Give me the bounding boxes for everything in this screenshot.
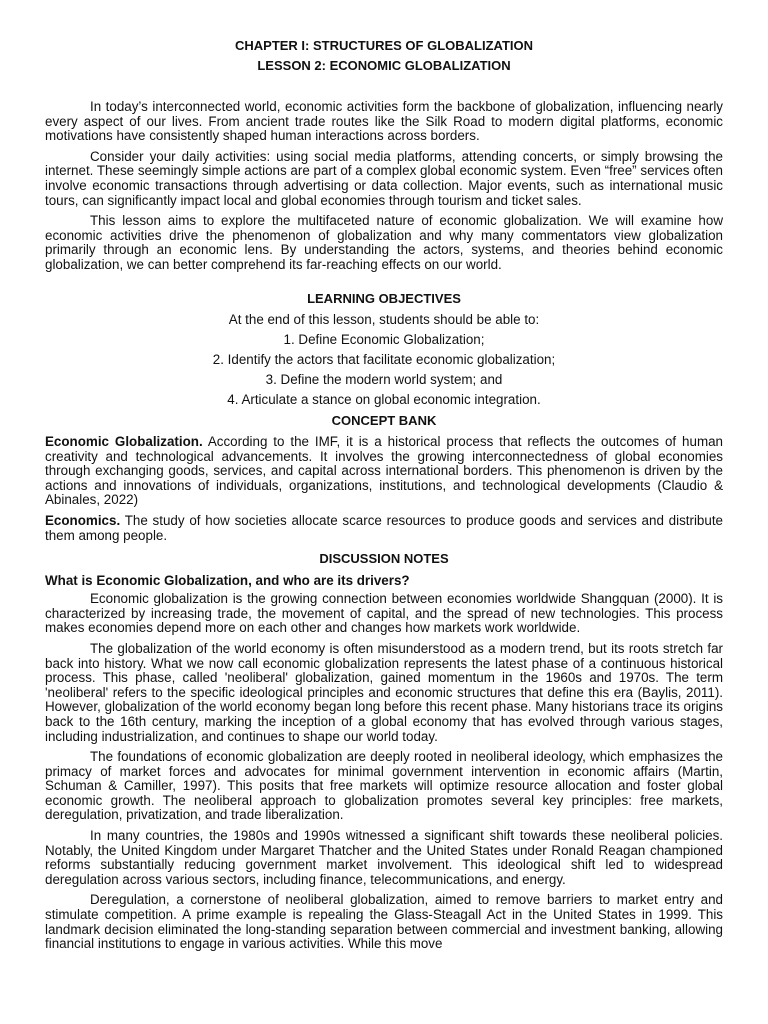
discussion-question: What is Economic Globalization, and who are its drivers? — [45, 573, 410, 589]
intro-paragraph: Consider your daily activities: using social media platforms, attending concerts, or simply browsing the internet. These seemingly simple actions are part of a complex global economic system. Even “free” services often involve economic transactions through advertising or data collection. Major events, such as international music tours, can significantly impact local and global economies through tourism and ticket sales. — [45, 148, 723, 208]
concept-term: Economics. — [45, 512, 121, 528]
objective-item: 3. Define the modern world system; and — [265, 371, 503, 387]
learning-objectives-heading: LEARNING OBJECTIVES — [307, 290, 461, 306]
lesson-title: LESSON 2: ECONOMIC GLOBALIZATION — [257, 58, 511, 73]
concept-bank-heading: CONCEPT BANK — [331, 413, 437, 428]
concept-definition: The study of how societies allocate scarce resources to produce goods and services and distribute them among people. — [45, 512, 723, 543]
objective-item: 2. Identify the actors that facilitate economic globalization; — [212, 351, 556, 367]
discussion-paragraph: Deregulation, a cornerstone of neoliberal globalization, aimed to remove barriers to market entry and stimulate competition. A prime example is repealing the Glass-Steagall Act in the United States in 1999. This landmark decision eliminated the long-standing separation between commercial and investment banking, allowing financial institutions to engage in various activities. While this move — [45, 892, 723, 952]
discussion-paragraph: Economic globalization is the growing connection between economies worldwide Shangquan (2000). It is characterized by increasing trade, the movement of capital, and the spread of new technologies. This process makes economies depend more on each other and changes how markets work worldwide. — [45, 591, 723, 636]
chapter-title: CHAPTER I: STRUCTURES OF GLOBALIZATION — [234, 38, 534, 53]
objective-item: 4. Articulate a stance on global economic integration. — [227, 391, 541, 407]
discussion-paragraph: In many countries, the 1980s and 1990s witnessed a significant shift towards these neoliberal policies. Notably, the United Kingdom under Margaret Thatcher and the United States under Ronald Reagan championed reforms substantially reducing government market involvement. This ideological shift led to widespread deregulation across various sectors, including finance, telecommunications, and energy. — [45, 828, 723, 887]
concept-entry — [45, 514, 723, 543]
concept-term: Economic Globalization. — [45, 434, 203, 449]
discussion-paragraph: The globalization of the world economy is often misunderstood as a modern trend, but its roots stretch far back into history. What we now call economic globalization represents the latest phase of a continuous historical process. This phase, called 'neoliberal' globalization, gained momentum in the 1960s and 1970s. The term 'neoliberal' refers to the specific ideological principles and economic structures that define this era (Baylis, 2011). However, globalization of the world economy began long before this recent phase. Many historians trace its origins back to the 16th century, marking the inception of a global economy that has evolved through various stages, including industrialization, and continues to shape our world today. — [45, 640, 723, 744]
objective-item: 1. Define Economic Globalization; — [283, 331, 485, 347]
intro-paragraph: In today’s interconnected world, economic activities form the backbone of globalization, influencing nearly every aspect of our lives. From ancient trade routes like the Silk Road to modern digital platforms, economic motivations have consistently shaped human interactions across borders. — [45, 99, 723, 144]
intro-paragraph: This lesson aims to explore the multifaceted nature of economic globalization. We will examine how economic activities drive the phenomenon of globalization and why many commentators view globalization primarily through an economic lens. By understanding the actors, systems, and theories behind economic globalization, we can better comprehend its far-reaching effects on our world. — [45, 213, 723, 272]
objectives-lead: At the end of this lesson, students should be able to: — [228, 311, 540, 327]
discussion-notes-heading: DISCUSSION NOTES — [319, 551, 449, 567]
concept-entry — [45, 435, 723, 508]
discussion-paragraph: The foundations of economic globalization are deeply rooted in neoliberal ideology, which emphasizes the primacy of market forces and advocates for minimal government intervention in economic affairs (Martin, Schuman & Camiller, 1997). This posits that free markets will optimize resource allocation and foster global economic growth. The neoliberal approach to globalization promotes several key principles: free markets, deregulation, privatization, and trade liberalization. — [45, 749, 723, 823]
concept-definition: According to the IMF, it is a historical process that reflects the outcomes of human creativity and technological advancements. It involves the growing interconnectedness of global economies through exchanging goods, services, and capital across international borders. This phenomenon is driven by the actions and innovations of individuals, organizations, institutions, and technological developments (Claudio & Abinales, 2022) — [45, 434, 723, 508]
